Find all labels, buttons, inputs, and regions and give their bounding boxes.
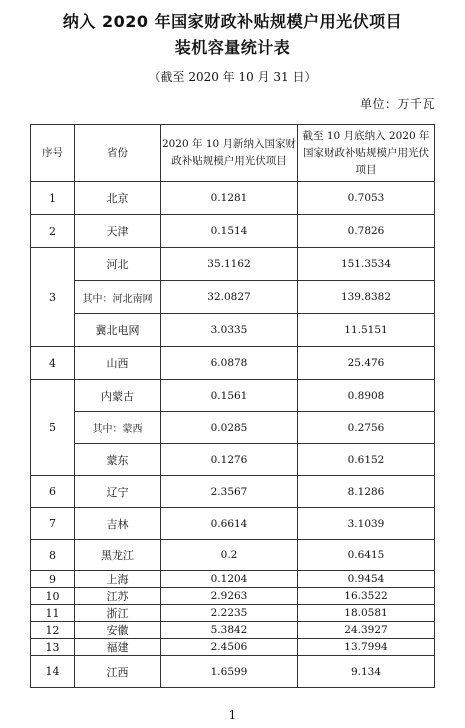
total-cell: 0.6415 [298,540,435,571]
seq-cell: 11 [31,605,75,622]
table-row [31,182,435,215]
new-oct-cell: 2.3567 [161,476,298,508]
province-cell: 其中：河北南网 [75,281,161,314]
seq-cell: 13 [31,639,75,656]
table-row [31,347,435,380]
seq-cell: 9 [31,571,75,588]
table-row [31,656,435,688]
total-cell: 16.3522 [298,588,435,605]
province-cell: 其中：蒙西 [75,412,161,444]
total-cell: 11.5151 [298,314,435,347]
table-row [31,281,435,314]
table-row [31,412,435,444]
new-oct-cell: 2.9263 [161,588,298,605]
new-oct-cell: 0.1561 [161,380,298,412]
date-note: （截至 2020 年 10 月 31 日） [148,70,317,84]
total-cell: 18.0581 [298,605,435,622]
new-oct-cell: 35.1162 [161,248,298,281]
seq-cell: 10 [31,588,75,605]
table-row [31,380,435,412]
total-cell: 139.8382 [298,281,435,314]
new-oct-cell: 2.4506 [161,639,298,656]
header-province: 省份 [75,125,161,182]
province-cell: 浙江 [75,605,161,622]
new-oct-cell: 5.3842 [161,622,298,639]
unit-label: 单位：万千瓦 [359,97,435,111]
province-cell: 山西 [75,347,161,380]
province-cell: 福建 [75,639,161,656]
header-total: 截至 10 月底纳入 2020 年国家财政补贴规模户用光伏项目 [298,125,435,182]
page-number: 1 [228,708,237,722]
province-cell: 蒙东 [75,444,161,476]
seq-cell: 1 [31,182,75,215]
province-cell: 辽宁 [75,476,161,508]
seq-cell: 8 [31,540,75,571]
province-cell: 江苏 [75,588,161,605]
total-cell: 0.6152 [298,444,435,476]
province-cell: 天津 [75,215,161,248]
total-cell: 24.3927 [298,622,435,639]
title-line-2: 装机容量统计表 [174,38,291,57]
province-cell: 江西 [75,656,161,688]
header-row [31,125,435,182]
table-row [31,215,435,248]
new-oct-cell: 0.1281 [161,182,298,215]
new-oct-cell: 1.6599 [161,656,298,688]
new-oct-cell: 0.1276 [161,444,298,476]
table-row [31,571,435,588]
seq-cell: 5 [31,380,75,476]
province-cell: 内蒙古 [75,380,161,412]
table-row [31,540,435,571]
province-cell: 北京 [75,182,161,215]
seq-cell: 12 [31,622,75,639]
new-oct-cell: 6.0878 [161,347,298,380]
table-row [31,588,435,605]
province-cell: 吉林 [75,508,161,540]
total-cell: 13.7994 [298,639,435,656]
province-cell: 上海 [75,571,161,588]
province-cell: 河北 [75,248,161,281]
total-cell: 9.134 [298,656,435,688]
table-row [31,444,435,476]
table-row [31,476,435,508]
new-oct-cell: 0.6614 [161,508,298,540]
new-oct-cell: 0.1514 [161,215,298,248]
table-row [31,314,435,347]
total-cell: 3.1039 [298,508,435,540]
new-oct-cell: 0.1204 [161,571,298,588]
total-cell: 151.3534 [298,248,435,281]
title-line-1: 纳入 2020 年国家财政补贴规模户用光伏项目 [62,12,403,31]
total-cell: 0.7053 [298,182,435,215]
province-cell: 黑龙江 [75,540,161,571]
new-oct-cell: 0.2 [161,540,298,571]
seq-cell: 14 [31,656,75,688]
seq-cell: 2 [31,215,75,248]
new-oct-cell: 0.0285 [161,412,298,444]
seq-cell: 7 [31,508,75,540]
seq-cell: 3 [31,248,75,347]
total-cell: 0.2756 [298,412,435,444]
capacity-table [30,124,435,688]
total-cell: 0.9454 [298,571,435,588]
table-row [31,248,435,281]
province-cell: 冀北电网 [75,314,161,347]
header-seq: 序号 [31,125,75,182]
header-new-oct: 2020 年 10 月新纳入国家财政补贴规模户用光伏项目 [161,125,298,182]
total-cell: 0.7826 [298,215,435,248]
new-oct-cell: 2.2235 [161,605,298,622]
total-cell: 25.476 [298,347,435,380]
province-cell: 安徽 [75,622,161,639]
new-oct-cell: 32.0827 [161,281,298,314]
seq-cell: 6 [31,476,75,508]
total-cell: 0.8908 [298,380,435,412]
table-row [31,622,435,639]
new-oct-cell: 3.0335 [161,314,298,347]
total-cell: 8.1286 [298,476,435,508]
table-row [31,508,435,540]
seq-cell: 4 [31,347,75,380]
table-row [31,639,435,656]
table-row [31,605,435,622]
